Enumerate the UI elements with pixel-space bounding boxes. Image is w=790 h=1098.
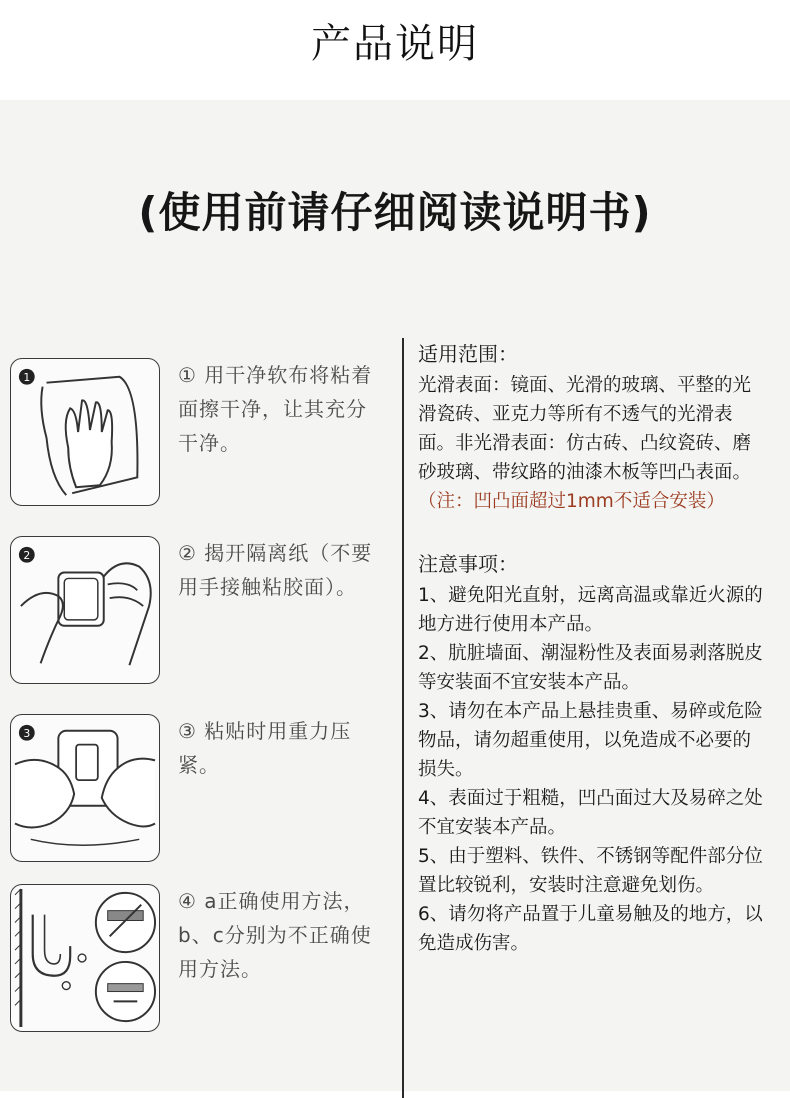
step-number: 2	[23, 549, 31, 563]
step-1	[10, 358, 390, 508]
instruction-sheet	[0, 100, 790, 1091]
column-divider	[402, 338, 404, 1098]
step-3-text: ③ 粘贴时用重力压紧。	[178, 719, 352, 777]
press-hook-icon	[11, 715, 159, 861]
notice-item: 6、请勿将产品置于儿童易触及的地方，以免造成伤害。	[418, 904, 763, 954]
notice-heading: 注意事项：	[418, 552, 518, 576]
notice-item: 4、表面过于粗糙，凹凸面过大及易碎之处不宜安装本产品。	[418, 788, 763, 838]
step-number: 1	[23, 371, 31, 385]
page-title: 产品说明	[311, 21, 479, 67]
step-3	[10, 714, 390, 864]
applicable-note: （注：凹凸面超过1mm不适合安装）	[418, 491, 725, 512]
step-number: 3	[23, 727, 31, 741]
sheet-subtitle: (使用前请仔细阅读说明书)	[138, 188, 652, 237]
step-4-text: ④ a正确使用方法，b、c分别为不正确使用方法。	[178, 889, 372, 981]
page-header	[0, 0, 790, 100]
hook-usage-illustration	[10, 884, 160, 1032]
peel-film-illustration	[10, 536, 160, 684]
peel-film-icon	[11, 537, 159, 683]
press-hook-illustration	[10, 714, 160, 862]
step-2	[10, 536, 390, 686]
applicable-text: 光滑表面：镜面、光滑的玻璃、平整的光滑瓷砖、亚克力等所有不透气的光滑表面。非光滑表面：仿古砖、凸纹瓷砖、磨砂玻璃、带纹路的油漆木板等凹凸表面。	[418, 375, 752, 483]
hand-wipe-icon	[11, 359, 159, 505]
notice-item: 5、由于塑料、铁件、不锈钢等配件部分位置比较锐利，安装时注意避免划伤。	[418, 846, 763, 896]
right-column	[418, 340, 768, 958]
hand-wipe-illustration	[10, 358, 160, 506]
notice-item: 3、请勿在本产品上悬挂贵重、易碎或危险物品，请勿超重使用，以免造成不必要的损失。	[418, 701, 763, 780]
step-1-text: ① 用干净软布将粘着面擦干净，让其充分干净。	[178, 363, 373, 455]
step-4	[10, 884, 390, 1034]
step-2-text: ② 揭开隔离纸（不要用手接触粘胶面）。	[178, 541, 373, 599]
hook-usage-icon	[11, 885, 159, 1031]
applicable-heading: 适用范围：	[418, 342, 518, 366]
notice-item: 2、肮脏墙面、潮湿粉性及表面易剥落脱皮等安装面不宜安装本产品。	[418, 643, 763, 693]
notice-item: 1、避免阳光直射，远离高温或靠近火源的地方进行使用本产品。	[418, 585, 763, 635]
